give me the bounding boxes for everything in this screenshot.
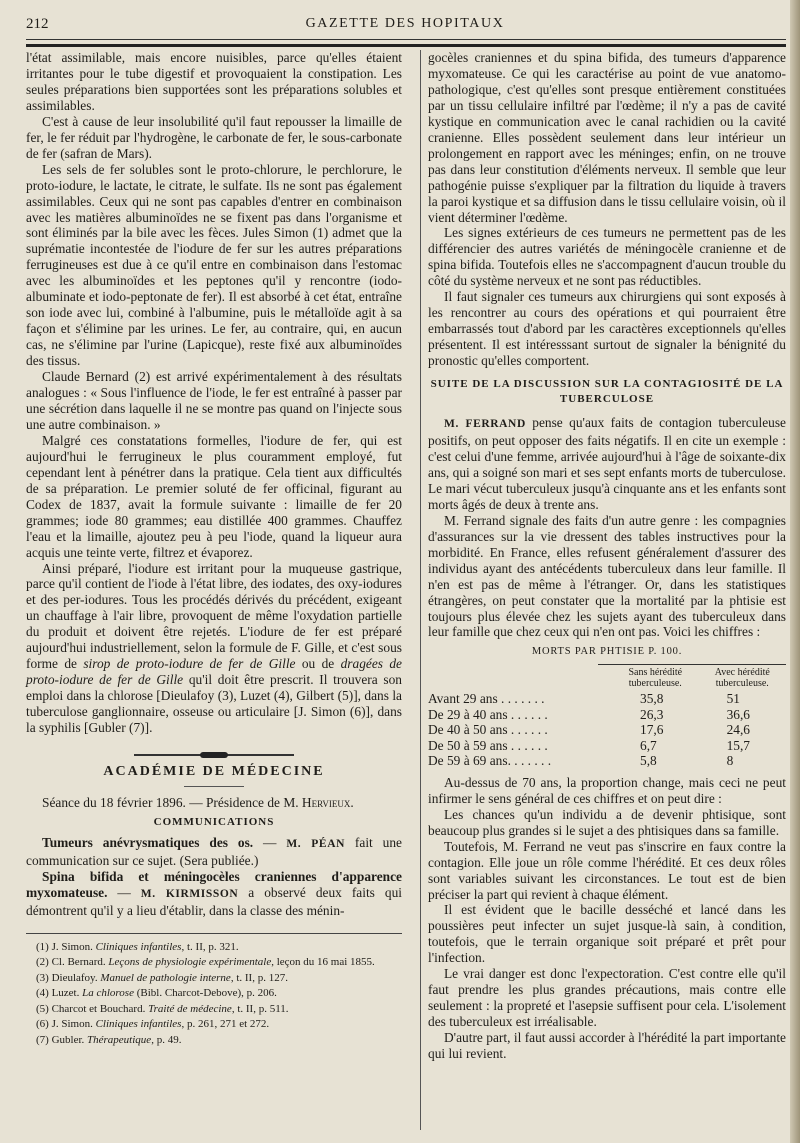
paragraph: Toutefois, M. Ferrand ne veut pas s'inscrire en faux contre la contagion. Elle joue un rôle comme l'hérédité. Et ces deux rôles sont variables suivant les circonstances. Le tout est de bien préciser la part qui revient à chaque élément. bbox=[428, 838, 786, 902]
footnote-title: Cliniques infantiles bbox=[95, 1018, 182, 1031]
text: qu'il doit être prescrit. Il trouvera son emploi dans la chlorose [Dieulafoy (3), Luzet (4), Gilbert (5)], dans la tuberculose ganglionnaire, osseuse ou articulaire [J. Simon (6)], dans la syphilis [Gubler (7)]. bbox=[26, 672, 403, 736]
value-without-heredity: 6,7 bbox=[640, 737, 657, 753]
footnote-title: La chlorose bbox=[82, 987, 134, 1000]
footnote-rest: (Bibl. Charcot-Debove), p. 206. bbox=[133, 987, 277, 1000]
row-label: De 59 à 69 ans. . . . . . . bbox=[428, 753, 552, 769]
footnote bbox=[26, 955, 402, 971]
paragraph: Malgré ces constatations formelles, l'iodure de fer, qui est aujourd'hui le ferrugineux le plus couramment employé, fut cependant lent à pénétrer dans la pratique. Cela tient aux difficultés de sa préparation. Le premier soluté de fer officinal, figurant au Codex de 1837, avait la formule suivante : limaille de fer 20 grammes; iode 80 grammes; eau distillée 400 grammes. Chauffez l'eau et la limaille, ajoutez peu à peu l'iode, quand la liqueur aura acquis une teinte verte, filtrez et évaporez. bbox=[26, 432, 402, 560]
footnote-rest: , t. II, p. 321. bbox=[181, 940, 239, 953]
ornament-divider bbox=[134, 754, 294, 756]
footnote-divider bbox=[26, 933, 402, 934]
table-header-row bbox=[428, 665, 786, 691]
text: ou de bbox=[295, 656, 341, 672]
dash: — bbox=[253, 834, 287, 850]
footnote-ref: (3) Dieulafoy. bbox=[36, 971, 101, 984]
italic-text: sirop de proto-iodure de fer de Gille bbox=[83, 656, 296, 672]
paragraph: Le vrai danger est donc l'expectoration. C'est contre elle qu'il faut prendre les plus grandes précautions, mais contre elle seulement : la propreté et l'asepsie suffisent pour cela. L'isolement des tuberculeux est irréalisable. bbox=[428, 966, 786, 1030]
footnote-ref: (5) Charcot et Bouchard. bbox=[36, 1002, 149, 1015]
row-label: De 50 à 59 ans . . . . . . bbox=[428, 737, 548, 753]
value-with-heredity: 8 bbox=[726, 753, 734, 769]
paragraph: Claude Bernard (2) est arrivé expérimentalement à des résultats analogues : « Sous l'influence de l'iode, le fer est entraîné à passer par une sécrétion dans laquelle il ne se montre pas quand on l'injecte sous une autre combinaison. » bbox=[26, 369, 402, 432]
footnote-rest: , p. 261, 271 et 272. bbox=[181, 1018, 270, 1031]
paragraph: Les sels de fer solubles sont le proto-chlorure, le perchlorure, le proto-iodure, le lactate, le citrate, le sulfate. Ils ne sont pas également assimilables. Ceux qui ne sont pas capables d'entrer en combinaison avec les matières albuminoïdes ne se fixent pas dans l'organisme et sont éliminés par la bile avec les fèces. Jules Simon (1) admet que la suprématie incontestée de l'iodure de fer sur les autres préparations ferrugineuses est due à ce qu'il entre en combinaison dans l'estomac avec les albuminoïdes et les peptones qu'il y rencontre (iodo-albuminate et iodo-peptonate de fer). Il est absorbé à cet état, entraîne son iode avec lui, combiné à l'albumine, puis le métalloïde agit à sa façon et s'élimine par les urines. Le fer, au contraire, qui, en aucun cas, ne s'élimine par l'urine (Lapicque), reste fixé aux albuminoïdes des tissus. bbox=[26, 161, 402, 369]
seance-text: Séance du 18 février 1896. — Présidence de M. bbox=[42, 794, 302, 810]
author-name: M. PÉAN bbox=[286, 837, 346, 850]
table-row bbox=[428, 738, 786, 754]
value-with-heredity: 24,6 bbox=[726, 722, 750, 738]
seance-end: . bbox=[350, 794, 354, 810]
value-without-heredity: 5,8 bbox=[640, 753, 657, 769]
text: pense qu'aux faits de contagion tuberculeuse positifs, on peut opposer des faits négatifs. Il en cite un exemple : c'est celui d'une femme, arrivée aujourd'hui à l'âge de soixante-dix ans, qui a soigné son mari et ses sept enfants morts de tuberculose. Le mari vécut tuberculeux jusqu'à cinquante ans et les enfants sont morts âgés de deux à trente ans. bbox=[428, 415, 787, 512]
table-row bbox=[428, 753, 786, 769]
text: a observé deux faits qui démontrent qu'il y a lieu d'établir, dans la classe des ménin- bbox=[26, 884, 402, 918]
footnote-rest: , leçon du 16 mai 1855. bbox=[271, 956, 375, 969]
footnote-ref: (6) J. Simon. bbox=[36, 1018, 96, 1031]
header-rule bbox=[26, 39, 786, 40]
footnote-ref: (2) Cl. Bernard. bbox=[36, 956, 109, 969]
column-header-without-heredity: Sans hérédité tuberculeuse. bbox=[628, 667, 683, 690]
value-without-heredity: 17,6 bbox=[640, 722, 664, 738]
footnote bbox=[26, 986, 402, 1002]
footnote-title: Cliniques infantiles bbox=[95, 940, 182, 953]
table-header-blank bbox=[428, 665, 612, 691]
row-label: Avant 29 ans . . . . . . . bbox=[428, 691, 545, 707]
footnote bbox=[26, 1002, 402, 1018]
footnote-ref: (4) Luzet. bbox=[36, 987, 83, 1000]
author-name: M. FERRAND bbox=[444, 418, 526, 431]
author-name: M. KIRMISSON bbox=[140, 887, 239, 900]
footnote-rest: , p. 49. bbox=[151, 1033, 182, 1046]
seance-line bbox=[26, 795, 402, 811]
paragraph: Il est évident que le bacille desséché et lancé dans les poussières peut infecter un sujet jusque-là sain, à condition, toutefois, que le terrain organique soit préparé et prêt pour l'infection. bbox=[428, 902, 786, 966]
paragraph: Au-dessus de 70 ans, la proportion change, mais ceci ne peut infirmer le sens général de ces chiffres et on peut dire : bbox=[428, 774, 786, 806]
column-divider bbox=[420, 50, 421, 1130]
table-row bbox=[428, 722, 786, 738]
footnote bbox=[26, 971, 402, 987]
value-with-heredity: 36,6 bbox=[726, 706, 750, 722]
right-column bbox=[428, 50, 786, 1062]
footnote-title: Manuel de pathologie interne bbox=[100, 971, 231, 984]
president-name: Hervieux bbox=[301, 794, 351, 810]
footnote-title: Traité de médecine bbox=[148, 1002, 232, 1015]
left-column bbox=[26, 50, 402, 1048]
footnote-ref: (1) J. Simon. bbox=[36, 940, 96, 953]
article-title: Spina bifida et méningocèles craniennes d'apparence myxomateuse. bbox=[26, 868, 402, 900]
footnote bbox=[26, 1033, 402, 1049]
footnote bbox=[26, 1017, 402, 1033]
paragraph bbox=[26, 561, 402, 736]
paragraph-tumeurs bbox=[26, 835, 402, 869]
value-with-heredity: 15,7 bbox=[726, 737, 750, 753]
value-without-heredity: 26,3 bbox=[640, 706, 664, 722]
paragraph: D'autre part, il faut aussi accorder à l'hérédité la part importante qui lui revient. bbox=[428, 1030, 786, 1062]
paragraph-ferrand bbox=[428, 415, 786, 513]
paragraph: Les chances qu'un individu a de devenir phtisique, sont beaucoup plus grandes si le sujet a des phtisiques dans sa famille. bbox=[428, 806, 786, 838]
footnote-ref: (7) Gubler. bbox=[36, 1033, 88, 1046]
page-edge-shadow bbox=[790, 0, 800, 1143]
article-title: Tumeurs anévrysmatiques des os. bbox=[42, 834, 254, 850]
mortality-table bbox=[428, 665, 786, 769]
column-header-with-heredity: Avec hérédité tuberculeuse. bbox=[714, 667, 770, 690]
journal-title: GAZETTE DES HOPITAUX bbox=[305, 16, 505, 31]
paragraph: C'est à cause de leur insolubilité qu'il faut repousser la limaille de fer, le fer réduit par l'hydrogène, le carbonate de fer, le sous-carbonate de fer (safran de Mars). bbox=[26, 113, 402, 161]
footnote-title: Leçons de physiologie expérimentale bbox=[108, 956, 272, 969]
text: fait une communication sur ce sujet. (Sera publiée.) bbox=[26, 834, 403, 868]
paragraph: gocèles craniennes et du spina bifida, des tumeurs d'apparence myxomateuse. Ce qui les caractérise au point de vue anatomo-pathologique, c'est qu'elles sont presque entièrement constituées par un tissu cellulaire infiltré par l'œdème; il n'y a pas de cavité kystique en communication avec le canal rachidien ou la cavité cranienne. Elles possèdent seulement dans leur intérieur un prolongement en rapport avec les méninges; enfin, on ne trouve pas dans leur constitution d'éléments nerveux. Il semble que leur pathogénie puisse s'expliquer par la filtration du liquide à travers la paroi kystique et sa diffusion dans le tissu cellulaire voisin, où il vient déterminer l'œdème. bbox=[428, 50, 786, 225]
short-divider bbox=[184, 786, 244, 787]
discussion-heading: SUITE DE LA DISCUSSION SUR LA CONTAGIOSITÉ DE LA TUBERCULOSE bbox=[430, 378, 784, 406]
header-rule-thick bbox=[26, 44, 786, 47]
paragraph: Il faut signaler ces tumeurs aux chirurgiens qui sont exposés à les rencontrer au cours des opérations et qui pourraient être embarrassés tout d'abord par les caractères exceptionnels qu'elles présentent. Il est intéresssant surtout de signaler la bénignité du pronostic qu'elles comportent. bbox=[428, 289, 786, 369]
footnotes bbox=[26, 940, 402, 1049]
footnote bbox=[26, 940, 402, 956]
communications-heading: COMMUNICATIONS bbox=[153, 815, 275, 828]
page-number: 212 bbox=[26, 16, 49, 32]
value-with-heredity: 51 bbox=[726, 691, 740, 707]
paragraph: l'état assimilable, mais encore nuisibles, parce qu'elles étaient irritantes pour le tube digestif et provoquaient la constipation. Les seules préparations bien supportées sont les préparations solubles et assimilables. bbox=[26, 50, 402, 113]
value-without-heredity: 35,8 bbox=[640, 691, 664, 707]
table-row bbox=[428, 691, 786, 707]
footnote-rest: , t. II, p. 127. bbox=[230, 971, 288, 984]
dash: — bbox=[107, 884, 141, 900]
italic-text: dragées de proto-iodure de fer de Gille bbox=[26, 656, 402, 688]
row-label: De 40 à 50 ans . . . . . . bbox=[428, 722, 548, 738]
paragraph: Les signes extérieurs de ces tumeurs ne permettent pas de les différencier des autres variétés de méningocèle cranienne et de spina bifida. Toutefois elles ne s'accompagnent d'aucun trouble du côté du système nerveux et ne sont pas réductibles. bbox=[428, 225, 786, 289]
paragraph: M. Ferrand signale des faits d'un autre genre : les compagnies d'assurances sur la vie dressent des tables instructives pour la morbidité. En France, elles refusent généralement d'assurer des individus ayant des antécédents tuberculeux dans leur famille. Il n'en est pas de même à l'étranger. Or, dans les statistiques étrangères, on peut constater que la mortalité par la phtisie est toujours plus élevée chez les sujets ayant des tuberculeux dans leur famille que chez ceux qui n'en ont pas. Voici les chiffres : bbox=[428, 512, 786, 640]
footnote-rest: , t. II, p. 511. bbox=[231, 1002, 289, 1015]
table-row bbox=[428, 707, 786, 723]
page-header bbox=[26, 16, 784, 38]
text: Ainsi préparé, l'iodure est irritant pour la muqueuse gastrique, parce qu'il contient de l'iode à l'état libre, des iodates, des oxy-iodures et des per-iodures. Tous les procédés dérivés du précédent, exigeant un chauffage à l'air libre, provoquent de même l'oxydation partielle du produit et doivent être rejetés. L'iodure de fer est préparé aujourd'hui industriellement, selon la formule de F. Gille, et c'est sous forme de bbox=[26, 560, 402, 672]
paragraph-spina bbox=[26, 869, 402, 919]
table-caption: MORTS PAR PHTISIE P. 100. bbox=[531, 646, 683, 658]
section-title: ACADÉMIE DE MÉDECINE bbox=[103, 763, 325, 779]
row-label: De 29 à 40 ans . . . . . . bbox=[428, 706, 548, 722]
footnote-title: Thérapeutique bbox=[87, 1033, 152, 1046]
